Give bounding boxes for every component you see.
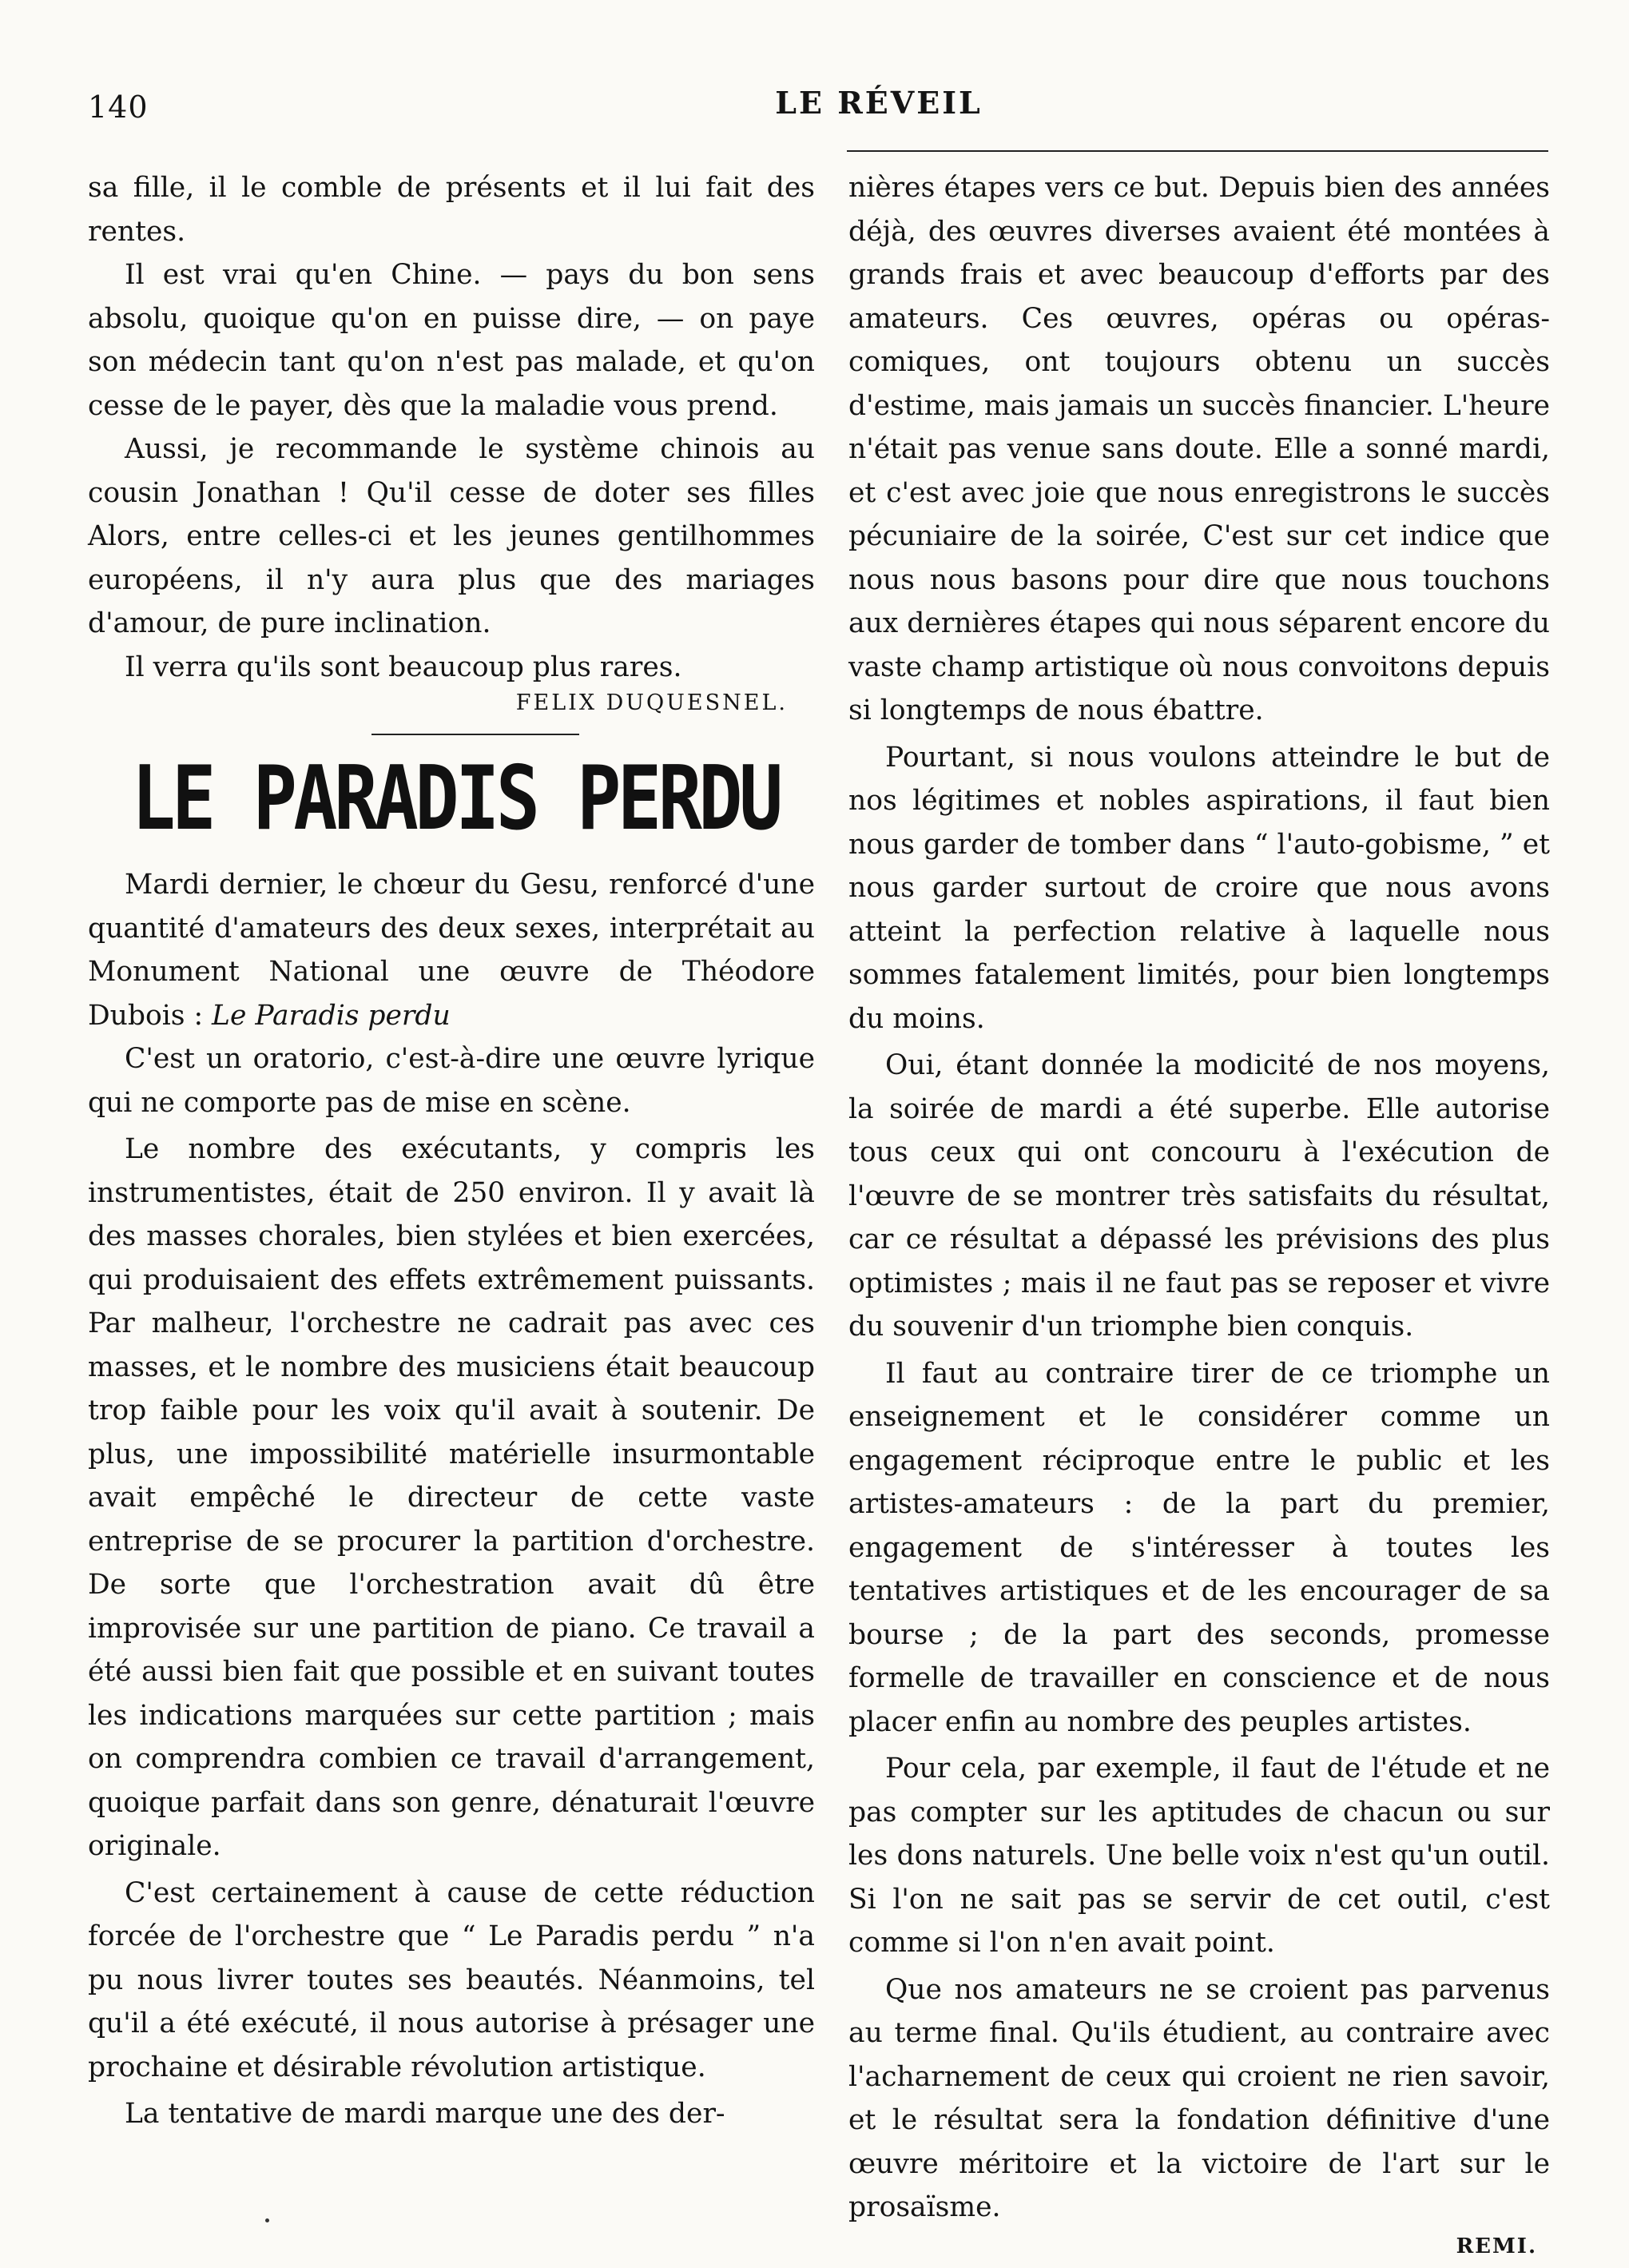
paragraph: Aussi, je recommande le système chinois au cousin Jonathan ! Qu'il cesse de doter ses filles Alors, entre celles-ci et les jeunes gentilhommes européens, il n'y aura plus que des mariages d'amour, de pure inclination. — [88, 428, 815, 646]
paragraph: Pour cela, par exemple, il faut de l'étude et ne pas compter sur les aptitudes de chacun ou sur les dons naturels. Une belle voix n'est qu'un outil. Si l'on ne sait pas se servir de cet outil, c'est comme si l'on n'en avait point. — [848, 1747, 1550, 1965]
left-column — [88, 166, 815, 2136]
work-title: Le Paradis perdu — [212, 1000, 451, 1032]
paragraph: Que nos amateurs ne se croient pas parvenus au terme final. Qu'ils étudient, au contraire avec l'acharnement de ceux qui croient ne rien savoir, et le résultat sera la fondation définitive d'une œuvre méritoire et la victoire de l'art sur le prosaïsme. — [848, 1968, 1550, 2230]
paragraph: Le nombre des exécutants, y compris les instrumentistes, était de 250 environ. Il y avait là des masses chorales, bien stylées et bien exercées, qui produisaient des effets extrêmement puissants. Par malheur, l'orchestre ne cadrait pas avec ces masses, et le nombre des musiciens était beaucoup trop faible pour les voix qu'il avait à soutenir. De plus, une impossibilité matérielle insurmontable avait empêché le directeur de cette vaste entreprise de se procurer la partition d'orchestre. De sorte que l'orchestration avait dû être improvisée sur une partition de piano. Ce travail a été aussi bien fait que possible et en suivant toutes les indications marquées sur cette partition ; mais on comprendra combien ce travail d'arrangement, quoique parfait dans son genre, dénaturait l'œuvre originale. — [88, 1128, 815, 1868]
article-headline: LE PARADIS PERDU — [132, 748, 772, 848]
right-column — [848, 166, 1550, 2268]
paragraph: Pourtant, si nous voulons atteindre le but de nos légitimes et nobles aspirations, il faut bien nous garder de tomber dans “ l'auto-gobisme, ” et nous garder surtout de croire que nous avons atteint la perfection relative à laquelle nous sommes fatalement limités, pour bien longtemps du moins. — [848, 736, 1550, 1041]
paragraph: C'est certainement à cause de cette réduction forcée de l'orchestre que “ Le Paradis perdu ” n'a pu nous livrer toutes ses beautés. Néanmoins, tel qu'il a été exécuté, il nous autorise à présager une prochaine et désirable révolution artistique. — [88, 1872, 815, 2090]
author-signature: REMI. — [848, 2225, 1550, 2268]
page-number: 140 — [88, 90, 149, 125]
print-speck — [265, 2218, 269, 2222]
paragraph: Il est vrai qu'en Chine. — pays du bon sens absolu, quoique qu'on en puisse dire, — on paye son médecin tant qu'on n'est pas malade, et qu'on cesse de le payer, dès que la maladie vous prend. — [88, 253, 815, 428]
section-divider — [371, 734, 579, 735]
paragraph: La tentative de mardi marque une des der- — [88, 2092, 815, 2136]
journal-title: LE RÉVEIL — [719, 85, 1039, 121]
paragraph: nières étapes vers ce but. Depuis bien des années déjà, des œuvres diverses avaient été montées à grands frais et avec beaucoup d'efforts par des amateurs. Ces œuvres, opéras ou opéras-comiques, ont toujours obtenu un succès d'estime, mais jamais un succès financier. L'heure n'était pas venue sans doute. Elle a sonné mardi, et c'est avec joie que nous enregistrons le succès pécuniaire de la soirée, C'est sur cet indice que nous nous basons pour dire que nous touchons aux dernières étapes qui nous séparent encore du vaste champ artistique où nous convoitons depuis si longtemps de nous ébattre. — [848, 166, 1550, 733]
paragraph: Oui, étant donnée la modicité de nos moyens, la soirée de mardi a été superbe. Elle autorise tous ceux qui ont concouru à l'exécution de l'œuvre de se montrer très satisfaits du résultat, car ce résultat a dépassé les prévisions des plus optimistes ; mais il ne faut pas se reposer et vivre du souvenir d'un triomphe bien conquis. — [848, 1044, 1550, 1349]
paragraph — [88, 863, 815, 1037]
paragraph-text: Mardi dernier, le chœur du Gesu, renforcé d'une quantité d'amateurs des deux sexes, interprétait au Monument National une œuvre de Théodore Dubois : — [88, 869, 815, 1032]
paragraph: sa fille, il le comble de présents et il lui fait des rentes. — [88, 166, 815, 253]
author-signature: FELIX DUQUESNEL. — [88, 686, 815, 721]
header-rule — [847, 150, 1548, 152]
paragraph: C'est un oratorio, c'est-à-dire une œuvre lyrique qui ne comporte pas de mise en scène. — [88, 1037, 815, 1124]
paragraph: Il verra qu'ils sont beaucoup plus rares. — [88, 646, 815, 690]
paragraph: Il faut au contraire tirer de ce triomphe un enseignement et le considérer comme un engagement réciproque entre le public et les artistes-amateurs : de la part du premier, engagement de s'intéresser à toutes les tentatives artistiques et de les encourager de sa bourse ; de la part des seconds, promesse formelle de travailler en conscience et de nous placer enfin au nombre des peuples artistes. — [848, 1352, 1550, 1745]
